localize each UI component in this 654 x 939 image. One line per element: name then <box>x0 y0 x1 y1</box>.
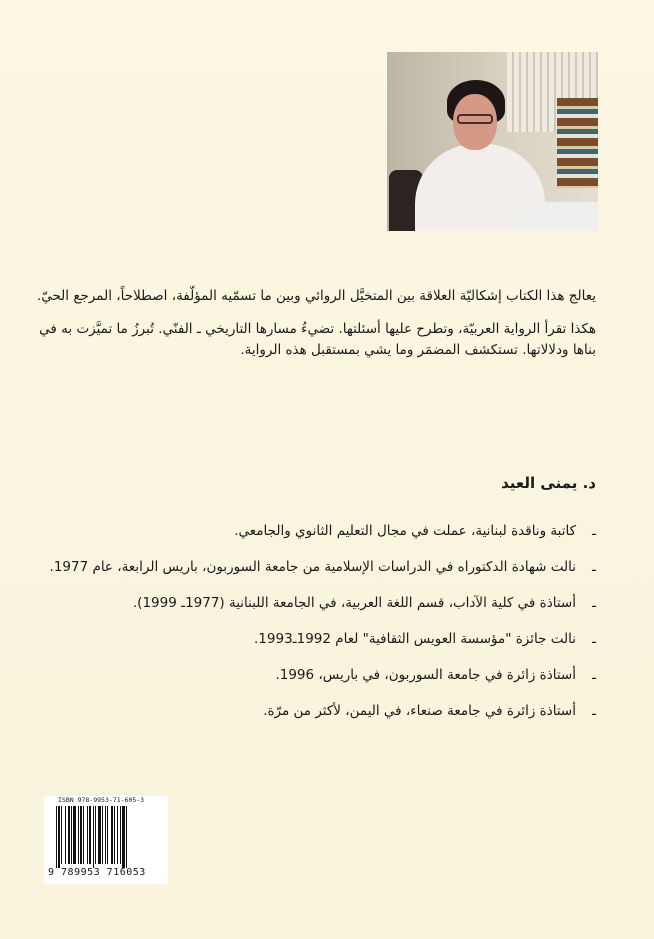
bio-item-text: أستاذة زائرة في جامعة السوربون، في باريس، 1996. <box>275 667 576 683</box>
book-blurb <box>36 286 596 373</box>
barcode-bar <box>87 806 88 864</box>
bio-item <box>36 696 596 726</box>
barcode-bar <box>56 806 57 868</box>
barcode-bar <box>114 806 115 864</box>
bio-item <box>36 624 596 654</box>
barcode-bar <box>117 806 118 864</box>
barcode-bar <box>105 806 106 864</box>
barcode-bars <box>56 806 156 868</box>
bio-item <box>36 552 596 582</box>
bookshelf <box>557 98 598 188</box>
bio-item-text: نالت جائزة "مؤسسة العويس الثقافية" لعام 1992ـ1993. <box>254 631 576 647</box>
barcode-bar <box>93 806 94 868</box>
barcode-bar <box>102 806 103 864</box>
barcode-bar <box>95 806 96 864</box>
bio-item-text: أستاذة زائرة في جامعة صنعاء، في اليمن، لأكثر من مرّة. <box>263 703 576 719</box>
barcode-bar <box>61 806 62 864</box>
bio-item <box>36 660 596 690</box>
author-bio <box>36 516 596 732</box>
barcode-bar <box>73 806 76 864</box>
barcode-bar <box>58 806 60 868</box>
bio-item <box>36 516 596 546</box>
barcode-bar <box>89 806 91 864</box>
barcode-bar <box>78 806 79 864</box>
blurb-paragraph: هكذا تقرأ الرواية العربيّة، وتطرح عليها أسئلتها. تضيءُ مسارها التاريخي ـ الفنّي. تُبرزُ ما تميَّزت به في بناها ودلالاتها. تستكشف المضمَر وما يشي بمستقبل هذه الرواية. <box>39 321 596 358</box>
bullet-dash: ـ <box>592 631 596 647</box>
bullet-dash: ـ <box>592 559 596 575</box>
author-photo <box>387 52 598 231</box>
barcode-bar <box>83 806 84 864</box>
bio-item <box>36 588 596 618</box>
glasses-icon <box>457 114 493 124</box>
bio-item-text: كاتبة وناقدة لبنانية، عملت في مجال التعليم الثانوي والجامعي. <box>234 523 576 539</box>
barcode-bar <box>120 806 121 864</box>
bullet-dash: ـ <box>592 595 596 611</box>
barcode-bar <box>68 806 70 864</box>
barcode-bar <box>126 806 127 868</box>
bullet-dash: ـ <box>592 667 596 683</box>
blurb-paragraph: يعالج هذا الكتاب إشكاليّة العلاقة بين المتخيَّل الروائي وبين ما تسمّيه المؤلّفة، اصطلاحاً، المرجع الحيّ. <box>36 288 596 304</box>
desk-papers <box>510 202 598 231</box>
barcode-bar <box>98 806 101 864</box>
author-name: د. يمنى العيد <box>501 474 596 492</box>
bullet-dash: ـ <box>592 703 596 719</box>
barcode-bar <box>65 806 66 864</box>
barcode-bar <box>80 806 82 864</box>
barcode-bar <box>122 806 125 868</box>
barcode-bar <box>71 806 72 864</box>
bio-item-text: أستاذة في كلية الآداب، قسم اللغة العربية، في الجامعة اللبنانية (1977ـ 1999). <box>132 595 576 611</box>
barcode-digits: 9 789953 716053 <box>48 867 146 878</box>
bio-item-text: نالت شهادة الدكتوراه في الدراسات الإسلامية من جامعة السوربون، باريس الرابعة، عام 1977. <box>49 559 576 575</box>
isbn-barcode <box>44 796 168 884</box>
bullet-dash: ـ <box>592 523 596 539</box>
barcode-bar <box>111 806 113 864</box>
barcode-bar <box>107 806 108 864</box>
isbn-text: ISBN 978-9953-71-605-3 <box>58 796 145 804</box>
